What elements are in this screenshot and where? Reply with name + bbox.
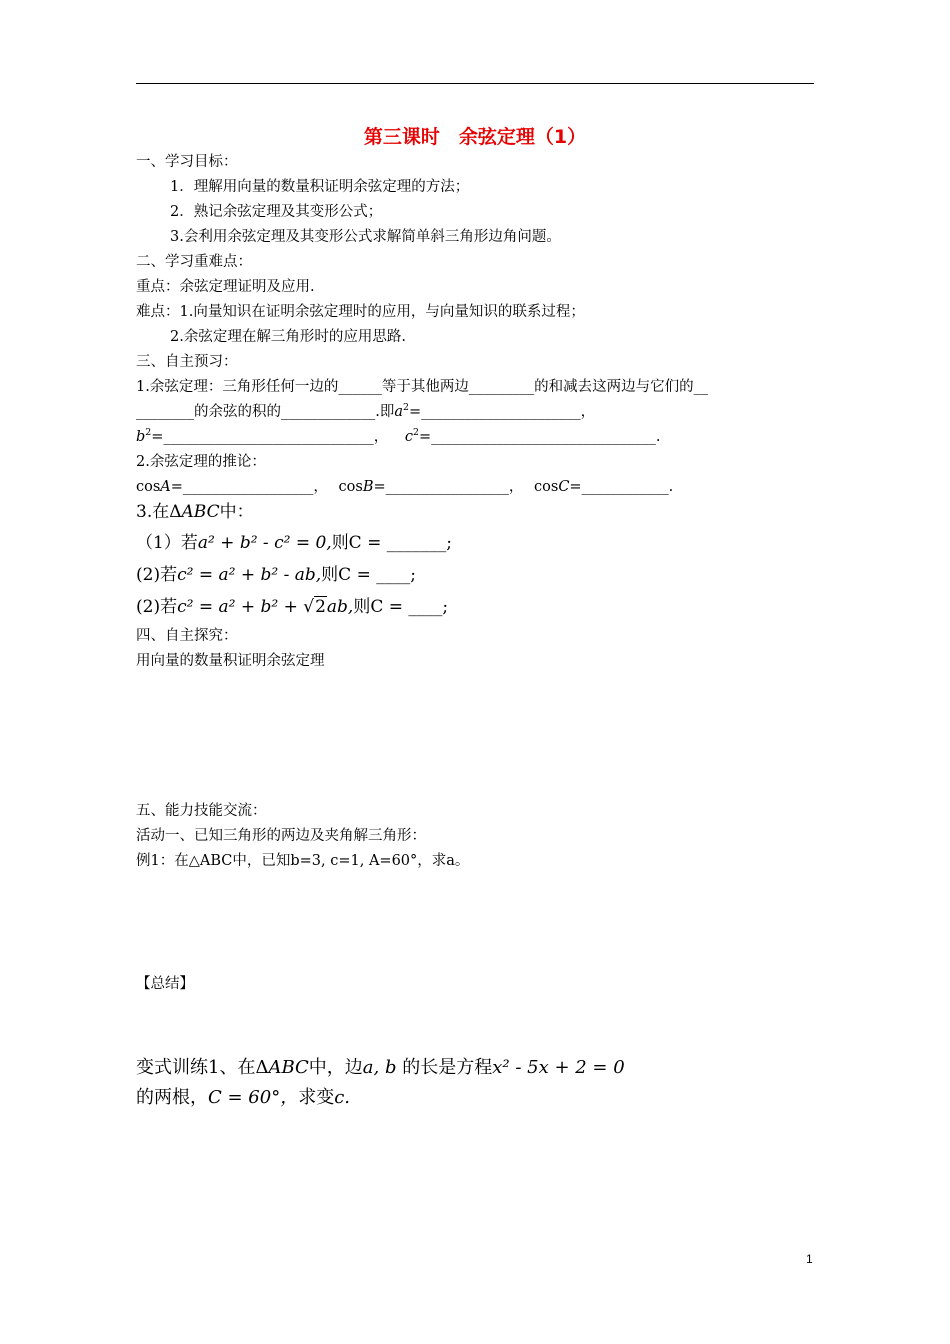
summary-heading: 【总结】 <box>136 976 194 992</box>
section1-heading: 一、学习目标： <box>136 154 238 170</box>
objective-2: 2．熟记余弦定理及其变形公式； <box>170 204 383 220</box>
variant-exercise-line1: 变式训练1、在ΔABC中，边a, b 的长是方程x² - 5x + 2 = 0 <box>136 1057 625 1078</box>
variant-exercise-line2: 的两根，C = 60°，求变c. <box>136 1087 351 1108</box>
explore-task: 用向量的数量积证明余弦定理 <box>136 653 325 669</box>
cosine-law-blank-line2: ________的余弦的积的_____________.即$a^2=\_\_\_\_\_\_\_\_\_\_\_\_\_\_\_\_\_\_\_\_\_\_$， <box>136 402 596 420</box>
corollary-heading: 2.余弦定理的推论： <box>136 454 266 470</box>
cosine-law-blank-line1: 1.余弦定理：三角形任何一边的______等于其他两边_________的和减去这两边与它们的__ <box>136 379 709 395</box>
section3-heading: 三、自主预习： <box>136 354 238 370</box>
section5-heading: 五、能力技能交流： <box>136 803 267 819</box>
key-point: 重点：余弦定理证明及应用. <box>136 279 315 295</box>
section2-heading: 二、学习重难点： <box>136 254 252 270</box>
section4-heading: 四、自主探究： <box>136 628 238 644</box>
example-1: 例1：在△ABC中，已知b=3, c=1, A=60°，求a。 <box>136 853 470 869</box>
difficulty-2: 2.余弦定理在解三角形时的应用思路. <box>170 329 406 345</box>
corollary-blanks: cosA=__________________， cosB=_________________， cosC=____________. <box>136 479 674 495</box>
header-rule <box>136 83 814 84</box>
page-number: 1 <box>806 1252 813 1266</box>
page-title: 第三课时 余弦定理（1） <box>363 126 587 148</box>
triangle-question-2: (2)若c² = a² + b² - ab,则C = ____; <box>136 565 416 585</box>
activity-1: 活动一、已知三角形的两边及夹角解三角形： <box>136 828 426 844</box>
cosine-law-blank-line3: $b^2=\_\_\_\_\_\_\_\_\_\_\_\_\_\_\_\_\_\_\_\_\_\_\_\_\_\_\_\_\_$， $c^2=\_\_\_\_\_\_\_\_\_\_\_\_\_\_\_\_\_\_\_\_\_\_\_\_\_\_\_\_\_\_\_$. <box>136 427 661 445</box>
objective-3: 3.会利用余弦定理及其变形公式求解简单斜三角形边角问题。 <box>170 229 561 245</box>
triangle-question-heading: 3.在ΔABC中： <box>136 502 254 522</box>
objective-1: 1．理解用向量的数量积证明余弦定理的方法； <box>170 179 470 195</box>
triangle-question-1: （1）若a² + b² - c² = 0,则C = _______; <box>136 533 452 553</box>
difficulty-1: 难点：1.向量知识在证明余弦定理时的应用，与向量知识的联系过程； <box>136 304 585 320</box>
triangle-question-3: (2)若c² = a² + b² + √2ab,则C = ____; <box>136 597 449 617</box>
